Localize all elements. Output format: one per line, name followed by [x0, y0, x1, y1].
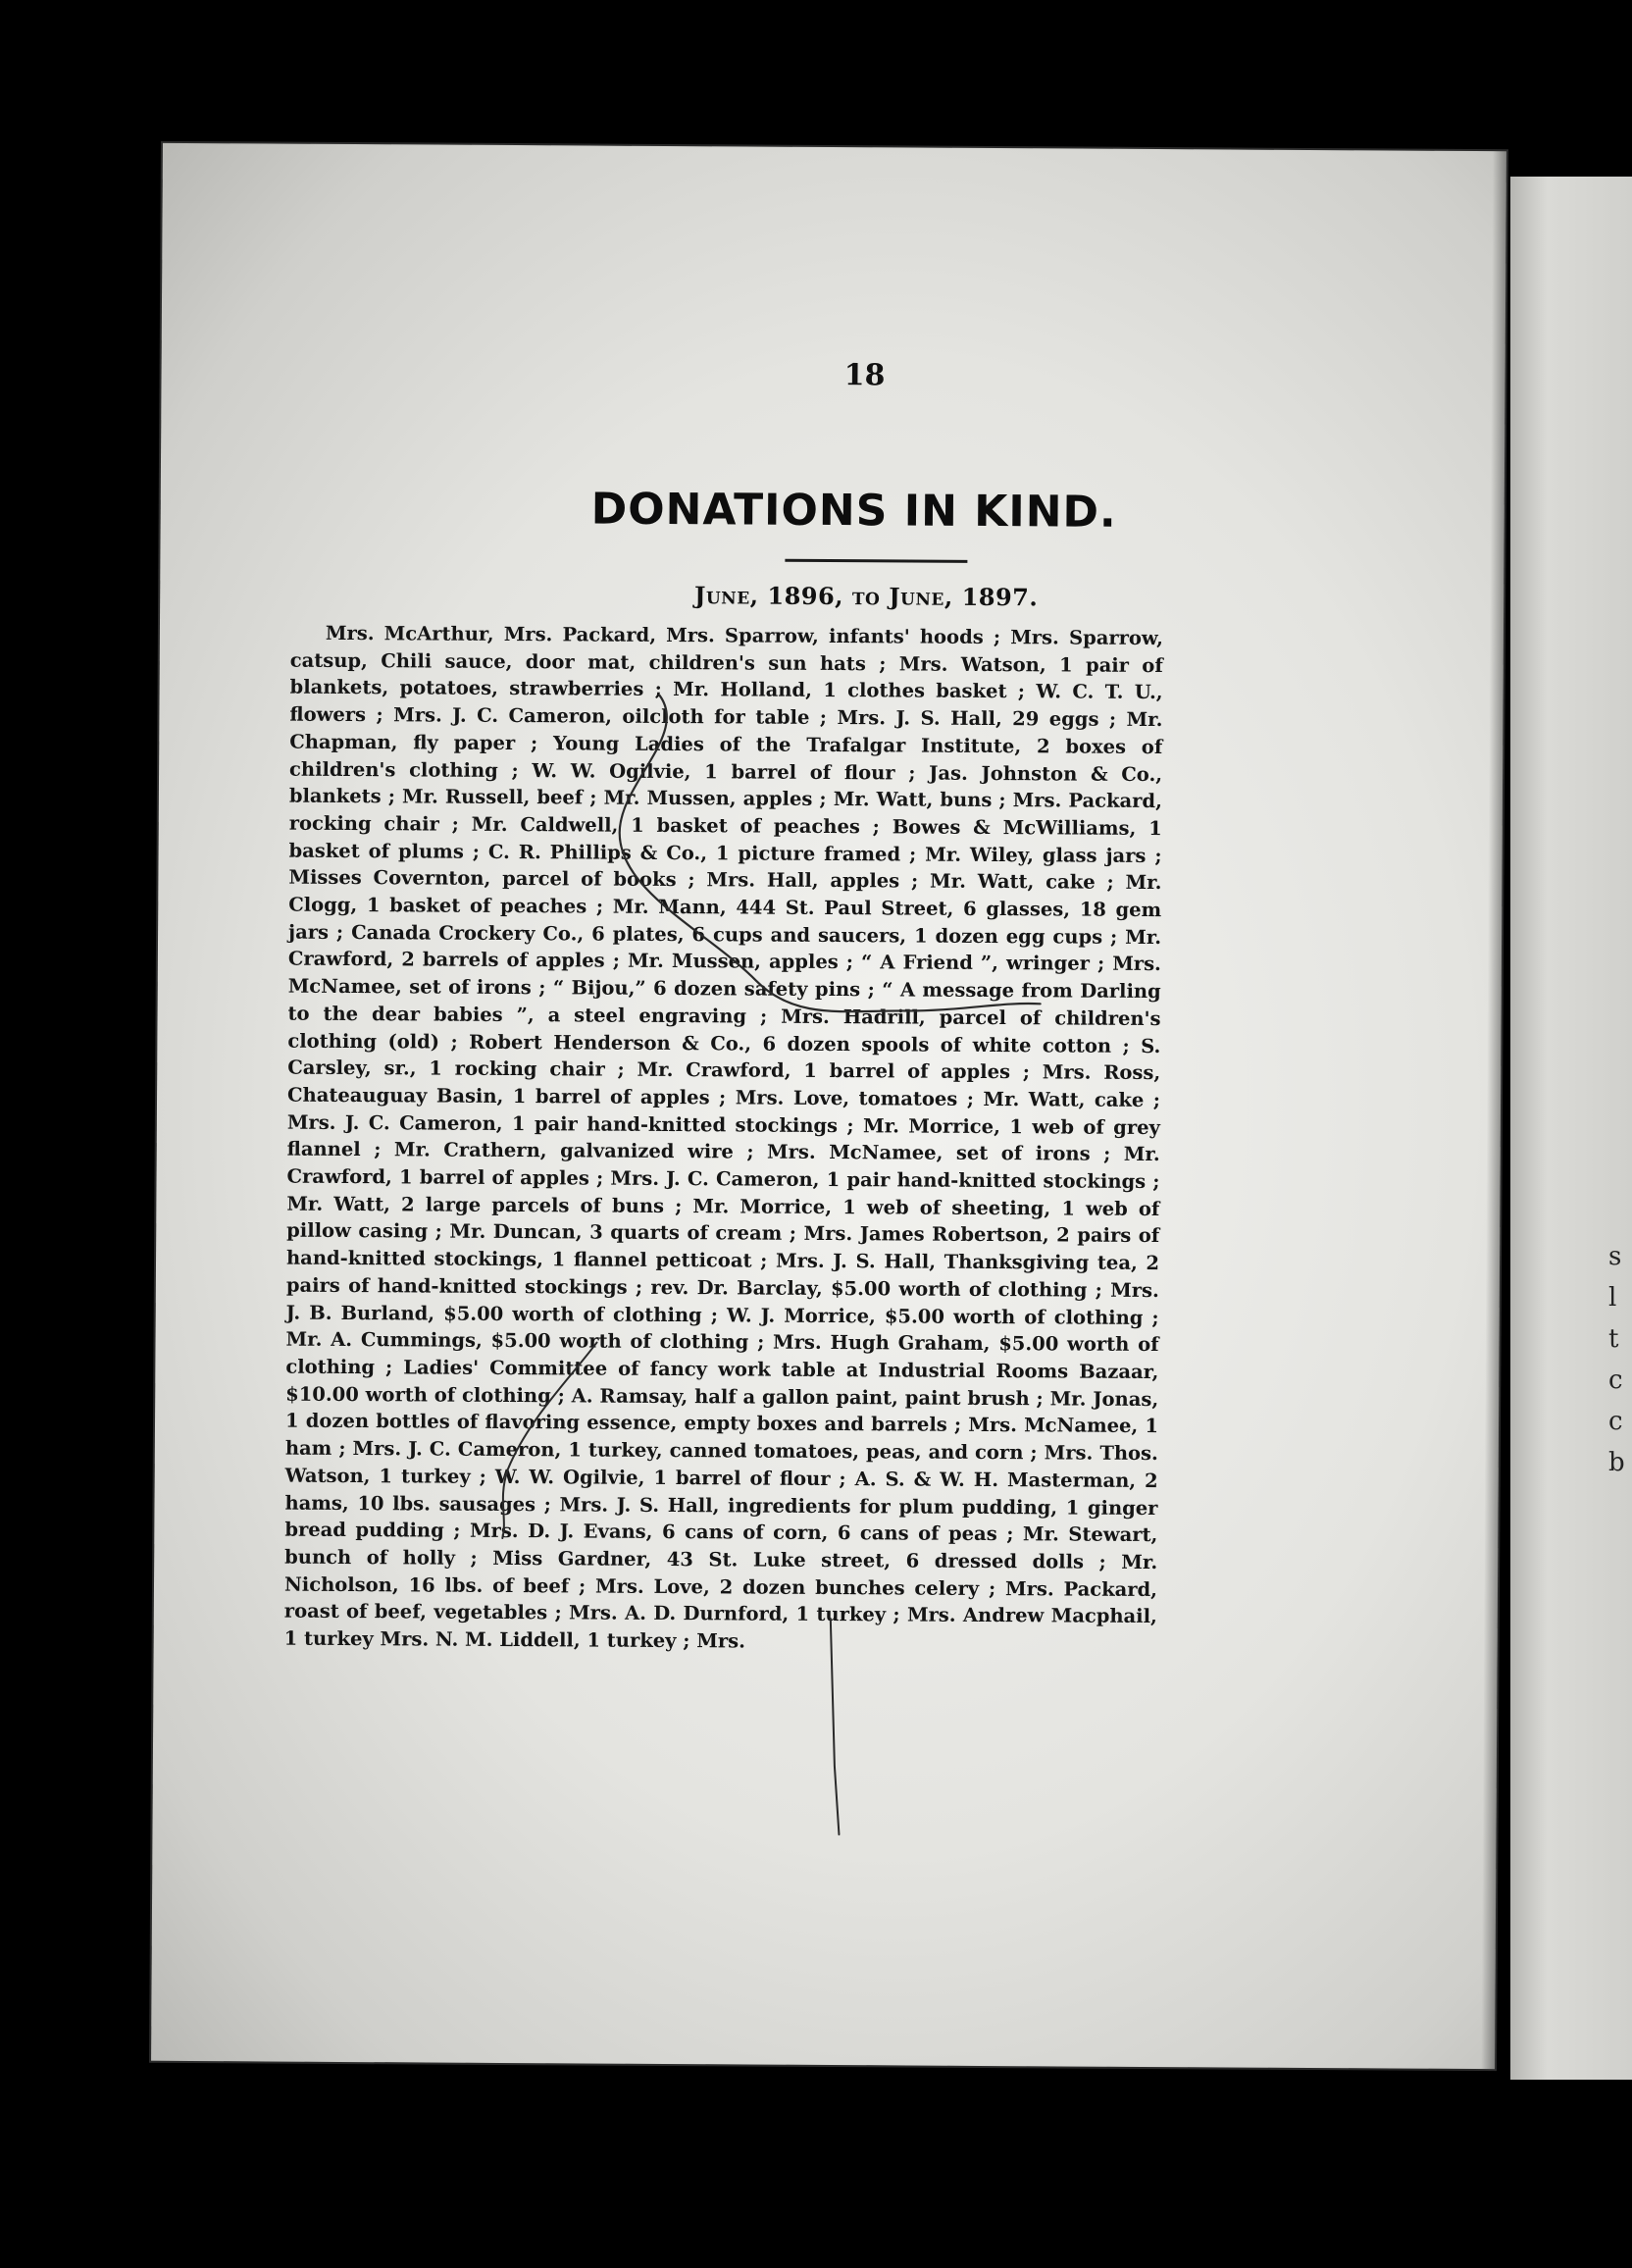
title-divider — [785, 559, 967, 563]
donations-paragraph: Mrs. McArthur, Mrs. Packard, Mrs. Sparrow, infants' hoods ; Mrs. Sparrow, catsup, Chili sauce, door mat, children's sun hats ; Mrs. Watson, 1 pair of blankets, potatoes, strawberries ; Mr. Holland, 1 clothes basket ; W. C. T. U., flowers ; Mrs. J. C. Cameron, oilcloth for table ; Mrs. J. S. Hall, 29 eggs ; Mr. Chapman, fly paper ; Young Ladies of the Trafalgar Institute, 2 boxes of children's clothing ; W. W. Ogilvie, 1 barrel of flour ; Jas. Johnston & Co., blankets ; Mr. Russell, beef ; Mr. Mussen, apples ; Mr. Watt, buns ; Mrs. Packard, rocking chair ; Mr. Caldwell, 1 basket of peaches ; Bowes & McWilliams, 1 basket of plums ; C. R. Phillips & Co., 1 picture framed ; Mr. Wiley, glass jars ; Misses Covernton, parcel of books ; Mrs. Hall, apples ; Mr. Watt, cake ; Mr. Clogg, 1 basket of peaches ; Mr. Mann, 444 St. Paul Street, 6 glasses, 18 gem jars ; Canada Crockery Co., 6 plates, 6 cups and saucers, 1 dozen egg cups ; Mr. Crawford, 2 barrels of apples ; Mr. Mussen, apples ; “ A Friend ”, wringer ; Mrs. McNamee, set of irons ; “ Bijou,” 6 dozen safety pins ; “ A message from Darling to the dear babies ”, a steel engraving ; Mrs. Hadrill, parcel of children's clothing (old) ; Robert Henderson & Co., 6 dozen spools of white cotton ; S. Carsley, sr., 1 rocking chair ; Mr. Crawford, 1 barrel of apples ; Mrs. Ross, Chateauguay Basin, 1 barrel of apples ; Mrs. Love, tomatoes ; Mr. Watt, cake ; Mrs. J. C. Cameron, 1 pair hand-knitted stockings ; Mr. Morrice, 1 web of grey flannel ; Mr. Crathern, galvanized wire ; Mrs. McNamee, set of irons ; Mr. Crawford, 1 barrel of apples ; Mrs. J. C. Cameron, 1 pair hand-knitted stockings ; Mr. Watt, 2 large parcels of buns ; Mr. Morrice, 1 web of sheeting, 1 web of pillow casing ; Mr. Duncan, 3 quarts of cream ; Mrs. James Robertson, 2 pairs of hand-knitted stockings, 1 flannel petticoat ; Mrs. J. S. Hall, Thanksgiving tea, 2 pairs of hand-knitted stockings ; rev. Dr. Barclay, $5.00 worth of clothing ; Mrs. J. B. Burland, $5.00 worth of clothing ; W. J. Morrice, $5.00 worth of clothing ; Mr. A. Cummings, $5.00 worth of clothing ; Mrs. Hugh Graham, $5.00 worth of clothing ; Ladies' Committee of fancy work table at Industrial Rooms Bazaar, $10.00 worth of clothing ; A. Ramsay, half a gallon paint, paint brush ; Mr. Jonas, 1 dozen bottles of flavoring essence, empty boxes and barrels ; Mrs. McNamee, 1 ham ; Mrs. J. C. Cameron, 1 turkey, canned tomatoes, peas, and corn ; Mrs. Thos. Watson, 1 turkey ; W. W. Ogilvie, 1 barrel of flour ; A. S. & W. H. Masterman, 2 hams, 10 lbs. sausages ; Mrs. J. S. Hall, ingredients for plum pudding, 1 ginger bread pudding ; Mrs. D. J. Evans, 6 cans of corn, 6 cans of peas ; Mr. Stewart, bunch of holly ; Miss Gardner, 43 St. Luke street, 6 dressed dolls ; Mr. Nicholson, 16 lbs. of beef ; Mrs. Love, 2 dozen bunches celery ; Mrs. Packard, roast of beef, vegetables ; Mrs. A. D. Durnford, 1 turkey ; Mrs. Andrew Macphail, 1 turkey Mrs. N. M. Liddell, 1 turkey ; Mrs. — [283, 621, 1163, 1653]
adjacent-page-edge — [1510, 177, 1632, 2080]
page-title: DONATIONS IN KIND. — [590, 484, 1117, 538]
adjacent-page-letters — [1608, 1236, 1625, 1483]
edge-letter: c — [1608, 1407, 1623, 1436]
page-edge-shadow — [1481, 151, 1506, 2069]
document-page — [151, 143, 1506, 2069]
edge-letter: s — [1608, 1242, 1622, 1271]
edge-letter: t — [1608, 1324, 1619, 1354]
edge-letter: l — [1608, 1283, 1617, 1313]
page-number: 18 — [843, 358, 886, 393]
edge-letter: b — [1608, 1448, 1625, 1477]
edge-letter: c — [1608, 1366, 1623, 1395]
date-range-subtitle: June, 1896, to June, 1897. — [693, 581, 1039, 612]
